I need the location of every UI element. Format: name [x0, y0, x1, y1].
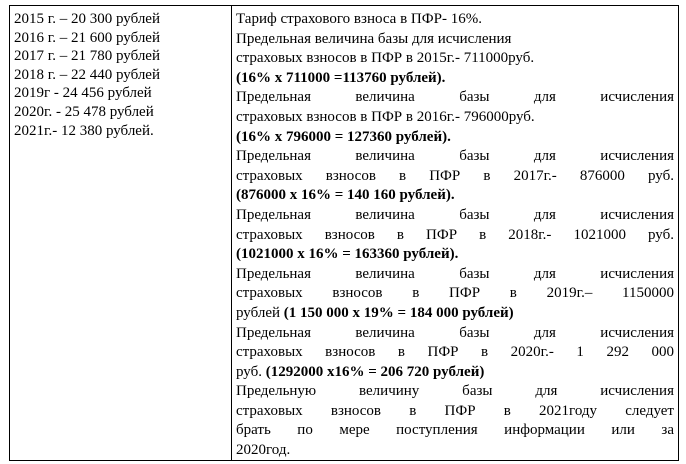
year-amount-row: 2021г.- 12 380 рублей. — [14, 122, 154, 139]
text-line: страховых взносов в ПФР в 2021году следует — [236, 402, 674, 419]
column-divider — [231, 6, 232, 460]
paragraph-2020 — [236, 324, 674, 383]
text-line: Предельная величина базы для исчисления — [236, 265, 674, 282]
text-line: страховых взносов в ПФР в 2017г.- 876000 руб. — [236, 167, 674, 184]
paragraph-2017 — [236, 147, 674, 206]
text-line: 2020год. — [236, 442, 291, 459]
calculation-2016: (16% х 796000 = 127360 рублей). — [236, 128, 451, 145]
year-amount-row: 2017 г. – 21 780 рублей — [14, 48, 160, 65]
calculation-2015: (16% х 711000 =113760 рублей). — [236, 69, 446, 86]
left-column — [14, 10, 224, 140]
text-line — [236, 304, 674, 324]
text-line: Предельная величина базы для исчисления — [236, 206, 674, 223]
right-column — [236, 10, 674, 461]
text-line: Предельная величина базы для исчисления — [236, 324, 674, 341]
year-amount-row: 2016 г. – 21 600 рублей — [14, 29, 160, 46]
year-amount-row: 2015 г. – 20 300 рублей — [14, 11, 160, 27]
paragraph-2018 — [236, 206, 674, 265]
text-prefix: руб. — [236, 363, 266, 380]
paragraph-2016 — [236, 88, 674, 147]
data-table — [9, 5, 679, 461]
text-line: страховых взносов в ПФР в 2015г.- 711000руб. — [236, 50, 535, 67]
year-amount-row: 2020г. - 25 478 рублей — [14, 103, 154, 120]
text-line: Предельная величина базы для исчисления — [236, 89, 674, 106]
text-line: Предельную величину базы для исчисления — [236, 383, 674, 400]
year-amount-row: 2019г - 24 456 рублей — [14, 85, 152, 102]
tariff-text: Тариф страхового взноса в ПФР- 16%. — [236, 11, 482, 27]
year-amount-row: 2018 г. – 22 440 рублей — [14, 66, 160, 83]
paragraph-2019 — [236, 265, 674, 324]
text-line: страховых взносов в ПФР в 2019г.– 1150000 — [236, 285, 674, 302]
calculation-2017: (876000 х 16% = 140 160 рублей). — [236, 187, 455, 204]
text-line: страховых взносов в ПФР в 2016г.- 796000руб. — [236, 108, 535, 125]
calculation-2019: (1 150 000 х 19% = 184 000 рублей) — [283, 304, 514, 321]
text-line: брать по мере поступления информации или за — [236, 422, 674, 439]
text-prefix: рублей — [236, 304, 284, 321]
text-line: страховых взносов в ПФР в 2018г.- 1021000 руб. — [236, 226, 674, 243]
tariff-paragraph — [236, 10, 674, 30]
paragraph-2021 — [236, 382, 674, 460]
paragraph-2015 — [236, 30, 674, 89]
text-line: Предельная величина базы для исчисления — [236, 30, 512, 47]
text-line: Предельная величина базы для исчисления — [236, 148, 674, 165]
text-line: страховых взносов в ПФР в 2020г.- 1 292 000 — [236, 344, 674, 361]
text-line — [236, 363, 674, 383]
calculation-2018: (1021000 х 16% = 163360 рублей). — [236, 246, 459, 263]
calculation-2020: (1292000 х16% = 206 720 рублей) — [265, 363, 485, 380]
